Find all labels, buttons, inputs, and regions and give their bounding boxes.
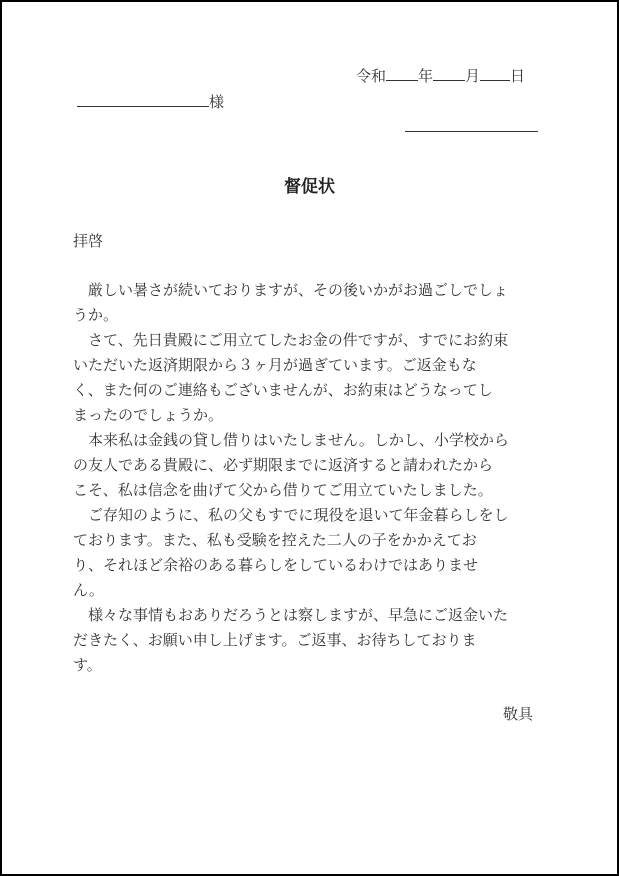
body-line: 厳しい暑さが続いておりますが、その後いかがお過ごしでしょ <box>73 281 509 299</box>
date-month-blank <box>433 65 465 81</box>
letter-title: 督促状 <box>284 177 335 197</box>
date-day-label: 日 <box>510 67 526 85</box>
recipient-name-blank <box>77 91 209 107</box>
body-line: す。 <box>73 656 102 674</box>
body-line: いただいた返済期限から３ヶ月が過ぎています。ご返金もな <box>73 356 477 374</box>
closing-salutation: 敬具 <box>503 705 534 723</box>
body-line: ご存知のように、私の父もすでに現役を退いて年金暮らしをし <box>73 506 509 524</box>
letter-body <box>73 278 553 678</box>
date-month-label: 月 <box>465 67 481 85</box>
body-line: 本来私は金銭の貸し借りはいたしません。しかし、小学校から <box>73 431 509 449</box>
date-era: 令和 <box>356 67 387 85</box>
body-line: だきたく、お願い申し上げます。ご返事、お待ちしておりま <box>73 631 477 649</box>
body-line: ております。また、私も受験を控えた二人の子をかかえてお <box>73 531 477 549</box>
date-year-blank <box>386 65 418 81</box>
body-line: まったのでしょうか。 <box>73 406 224 424</box>
body-paragraph <box>73 278 553 328</box>
body-line: さて、先日貴殿にご用立てしたお金の件ですが、すでにお約束 <box>73 331 509 349</box>
body-line: うか。 <box>73 306 119 324</box>
date-year-label: 年 <box>418 67 434 85</box>
body-line: ん。 <box>73 581 104 599</box>
body-paragraph <box>73 503 553 603</box>
recipient-honorific: 様 <box>209 93 225 111</box>
body-line: こそ、私は信念を曲げて父から借りてご用立ていたしました。 <box>73 481 493 499</box>
body-paragraph <box>73 428 553 503</box>
body-line: く、また何のご連絡もございませんが、お約束はどうなってし <box>73 381 493 399</box>
date-day-blank <box>480 65 510 81</box>
sender-name-blank <box>405 131 538 132</box>
body-paragraph <box>73 603 553 678</box>
date-line <box>356 65 525 86</box>
opening-salutation: 拝啓 <box>73 232 104 250</box>
body-paragraph <box>73 328 553 428</box>
body-line: 様々な事情もおありだろうとは察しますが、早急にご返金いた <box>73 606 509 624</box>
recipient-line <box>77 91 224 112</box>
body-line: の友人である貴殿に、必ず期限までに返済すると請われたから <box>73 456 494 474</box>
body-line: り、それほど余裕のある暮らしをしているわけではありませ <box>73 556 479 574</box>
